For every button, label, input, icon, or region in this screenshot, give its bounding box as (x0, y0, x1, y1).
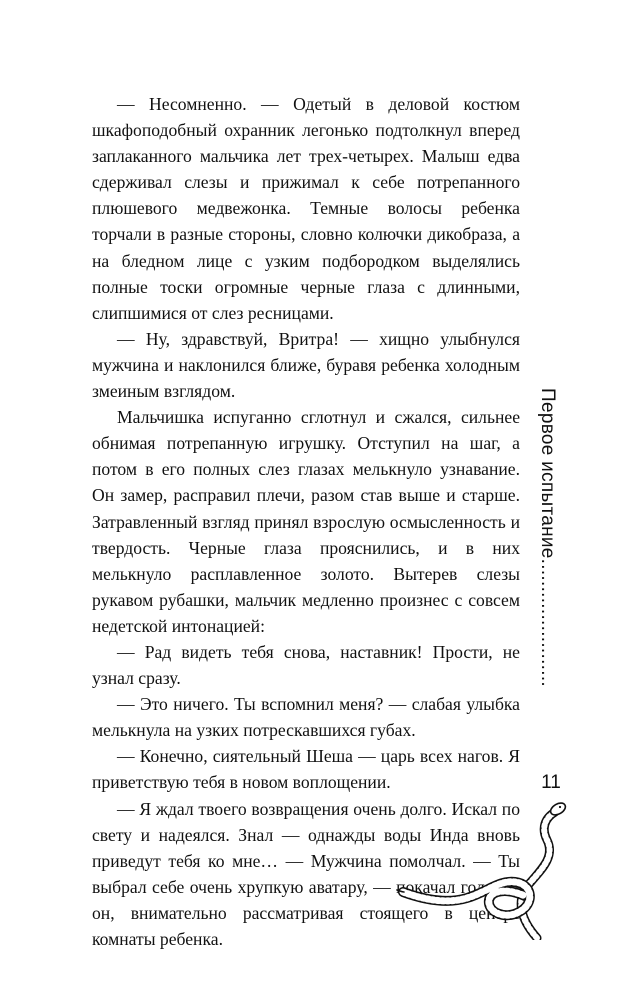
paragraph-4: — Рад видеть тебя снова, наставник! Прости, не узнал сразу. (92, 641, 520, 689)
snake-icon (395, 800, 575, 940)
paragraph-7: — Я ждал твоего возвращения очень долго. Искал по свету и надеялся. Знал — однажды воды Инда вновь приведут тебя ко мне… — Мужчина помолчал. — Ты выбрал себе очень хрупкую аватару, — покачал головой он, внимательно рассматривая стоящего в центре комнаты ребенка. (92, 798, 520, 949)
paragraph-1: — Несомненно. — Одетый в деловой костюм шкафоподобный охранник легонько подтолкнул вперед заплаканного мальчика лет трех-четырех. Малыш едва сдерживал слезы и прижимал к себе потрепанного плюшевого медвежонка. Темные волосы ребенка торчали в разные стороны, словно колючки дикобраза, а на бледном лице с узким подбородком выделялись полные тоски огромные черные глаза с длинными, слипшимися от слез ресницами. (92, 94, 520, 323)
running-title: Первое испытание....................... (537, 388, 558, 687)
paragraph-2: — Ну, здравствуй, Вритра! — хищно улыбнулся мужчина и наклонился ближе, буравя ребенка холодным змеиным взглядом. (92, 328, 520, 402)
paragraph-5: — Это ничего. Ты вспомнил меня? — слабая улыбка мелькнула на узких потрескавшихся губах. (92, 694, 520, 741)
paragraph-6: — Конечно, сиятельный Шеша — царь всех нагов. Я приветствую тебя в новом воплощении. (92, 746, 520, 793)
page-number: 11 (541, 772, 561, 793)
paragraph-3: Мальчишка испуганно сглотнул и сжался, сильнее обнимая потрепанную игрушку. Отступил на шаг, а потом в его полных слез глазах мелькнуло узнавание. Он замер, расправил плечи, разом став выше и старше. Затравленный взгляд принял взрослую осмысленность и твердость. Черные глаза прояснились, и в них мелькнуло расплавленное золото. Вытерев слезы рукавом рубашки, мальчик медленно произнес с совсем недетской интонацией: (92, 407, 520, 636)
